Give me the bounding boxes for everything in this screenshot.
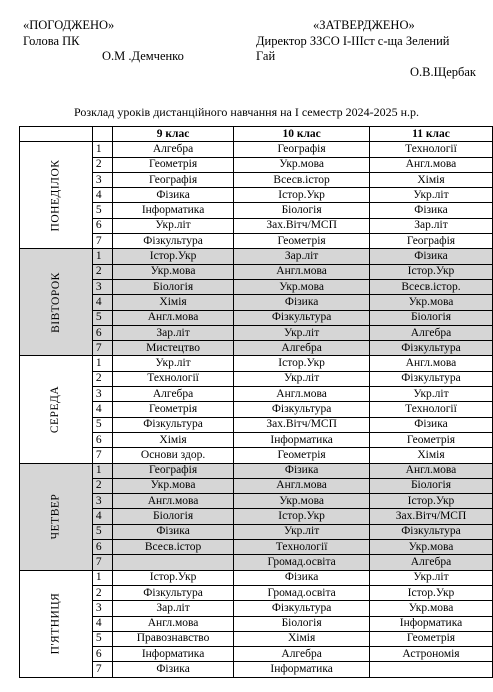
class-10-subject: Істор.Укр	[234, 509, 370, 524]
lesson-number: 4	[92, 295, 112, 310]
lesson-number: 7	[92, 234, 112, 249]
lesson-number: 1	[92, 249, 112, 264]
class-11-subject: Фізкультура	[369, 371, 492, 386]
pk-head-name: О.М .Демченко	[102, 49, 184, 63]
class-11-subject: Англ.мова	[369, 157, 492, 172]
pk-head-label: Голова ПК	[23, 34, 80, 48]
lesson-number: 2	[92, 371, 112, 386]
class-10-subject: Всесв.істор	[234, 172, 370, 187]
table-row	[20, 570, 493, 585]
class-9-subject: Фізкультура	[112, 417, 233, 432]
lesson-number: 2	[92, 478, 112, 493]
village-label: Гай	[256, 49, 276, 63]
class-10-subject: Укр.мова	[234, 494, 370, 509]
class-10-subject: Фізкультура	[234, 601, 370, 616]
class-11-subject: Хімія	[369, 172, 492, 187]
corner-cell	[20, 127, 93, 142]
class-9-subject: Англ.мова	[112, 616, 233, 631]
class-9-subject: Всесв.істор	[112, 540, 233, 555]
class-11-subject: Англ.мова	[369, 463, 492, 478]
class-10-subject: Англ.мова	[234, 264, 370, 279]
day-label: ЧЕТВЕР	[49, 493, 62, 540]
class-11-subject: Укр.літ	[369, 188, 492, 203]
class-9-subject	[112, 555, 233, 570]
column-header-11: 11 клас	[369, 127, 492, 142]
class-9-subject: Основи здор.	[112, 448, 233, 463]
page-title: Розклад уроків дистанційного навчання на І семестр 2024-2025 н.р.	[74, 105, 419, 119]
schedule-table	[19, 126, 493, 678]
lesson-number: 7	[92, 341, 112, 356]
column-header-9: 9 клас	[112, 127, 233, 142]
class-10-subject: Громад.освіта	[234, 585, 370, 600]
class-9-subject: Геометрія	[112, 402, 233, 417]
class-10-subject: Укр.літ	[234, 371, 370, 386]
class-11-subject: Астрономія	[369, 647, 492, 662]
class-9-subject: Біологія	[112, 509, 233, 524]
class-9-subject: Алгебра	[112, 387, 233, 402]
class-11-subject: Інформатика	[369, 616, 492, 631]
lesson-number: 5	[92, 310, 112, 325]
day-label: СЕРЕДА	[49, 385, 62, 434]
class-10-subject: Технології	[234, 540, 370, 555]
class-11-subject: Біологія	[369, 310, 492, 325]
agreed-label: «ПОГОДЖЕНО»	[23, 18, 115, 32]
lesson-number: 1	[92, 570, 112, 585]
lesson-number: 6	[92, 325, 112, 340]
class-10-subject: Істор.Укр	[234, 356, 370, 371]
lesson-number: 2	[92, 157, 112, 172]
lesson-number: 2	[92, 264, 112, 279]
class-11-subject: Технології	[369, 142, 492, 157]
class-11-subject: Укр.літ	[369, 387, 492, 402]
lesson-number: 1	[92, 356, 112, 371]
class-10-subject: Геометрія	[234, 234, 370, 249]
lesson-number: 5	[92, 203, 112, 218]
class-10-subject: Хімія	[234, 631, 370, 646]
class-9-subject: Фізкультура	[112, 585, 233, 600]
class-10-subject: Інформатика	[234, 662, 370, 677]
class-9-subject: Англ.мова	[112, 494, 233, 509]
class-11-subject: Фізкультура	[369, 341, 492, 356]
class-10-subject: Алгебра	[234, 647, 370, 662]
class-9-subject: Технології	[112, 371, 233, 386]
lesson-number: 3	[92, 172, 112, 187]
lesson-number: 3	[92, 601, 112, 616]
class-10-subject: Укр.мова	[234, 157, 370, 172]
day-label: ПОНЕДІЛОК	[49, 159, 62, 232]
lesson-number: 3	[92, 494, 112, 509]
table-row	[20, 249, 493, 264]
lesson-number: 5	[92, 417, 112, 432]
class-9-subject: Укр.мова	[112, 264, 233, 279]
table-row	[20, 356, 493, 371]
class-10-subject: Фізика	[234, 463, 370, 478]
class-10-subject: Укр.літ	[234, 524, 370, 539]
class-9-subject: Фізика	[112, 662, 233, 677]
class-11-subject: Фізика	[369, 249, 492, 264]
class-10-subject: Фізкультура	[234, 402, 370, 417]
day-cell	[20, 570, 93, 677]
class-10-subject: Інформатика	[234, 432, 370, 447]
class-9-subject: Хімія	[112, 295, 233, 310]
class-11-subject: Алгебра	[369, 325, 492, 340]
class-10-subject: Зах.Вітч/МСП	[234, 218, 370, 233]
class-10-subject: Громад.освіта	[234, 555, 370, 570]
class-9-subject: Інформатика	[112, 203, 233, 218]
class-10-subject: Істор.Укр	[234, 188, 370, 203]
lesson-number: 4	[92, 402, 112, 417]
lesson-number: 7	[92, 555, 112, 570]
lesson-number: 2	[92, 585, 112, 600]
day-label: ВІВТОРОК	[49, 272, 62, 333]
class-11-subject: Хімія	[369, 448, 492, 463]
lesson-number: 6	[92, 647, 112, 662]
class-10-subject: Фізика	[234, 295, 370, 310]
lesson-number: 3	[92, 279, 112, 294]
class-9-subject: Істор.Укр	[112, 249, 233, 264]
lesson-number: 4	[92, 616, 112, 631]
class-9-subject: Фізика	[112, 524, 233, 539]
class-10-subject: Геометрія	[234, 448, 370, 463]
director-label: Директор ЗЗСО І-ІІІст с-ща Зелений	[256, 34, 450, 48]
class-11-subject: Геометрія	[369, 432, 492, 447]
class-10-subject: Зар.літ	[234, 249, 370, 264]
class-11-subject: Географія	[369, 234, 492, 249]
lesson-number: 3	[92, 387, 112, 402]
class-9-subject: Мистецтво	[112, 341, 233, 356]
class-11-subject: Алгебра	[369, 555, 492, 570]
lesson-number: 6	[92, 432, 112, 447]
lesson-number: 1	[92, 463, 112, 478]
director-name: О.В.Щербак	[410, 65, 477, 79]
lesson-number: 7	[92, 448, 112, 463]
class-10-subject: Біологія	[234, 203, 370, 218]
lesson-number: 7	[92, 662, 112, 677]
class-10-subject: Фізкультура	[234, 310, 370, 325]
class-9-subject: Алгебра	[112, 142, 233, 157]
class-10-subject: Географія	[234, 142, 370, 157]
class-11-subject: Зар.літ	[369, 218, 492, 233]
class-9-subject: Географія	[112, 172, 233, 187]
class-10-subject: Зах.Вітч/МСП	[234, 417, 370, 432]
table-row	[20, 463, 493, 478]
class-11-subject: Фізика	[369, 417, 492, 432]
class-9-subject: Геометрія	[112, 157, 233, 172]
class-10-subject: Укр.мова	[234, 279, 370, 294]
day-cell	[20, 142, 93, 249]
class-9-subject: Зар.літ	[112, 325, 233, 340]
class-9-subject: Географія	[112, 463, 233, 478]
class-10-subject: Алгебра	[234, 341, 370, 356]
class-11-subject	[369, 662, 492, 677]
column-header-10: 10 клас	[234, 127, 370, 142]
class-9-subject: Зар.літ	[112, 601, 233, 616]
class-10-subject: Англ.мова	[234, 478, 370, 493]
class-9-subject: Укр.літ	[112, 218, 233, 233]
lesson-number: 4	[92, 188, 112, 203]
class-11-subject: Істор.Укр	[369, 264, 492, 279]
class-9-subject: Фізика	[112, 188, 233, 203]
class-11-subject: Фізика	[369, 203, 492, 218]
class-11-subject: Укр.мова	[369, 295, 492, 310]
class-10-subject: Фізика	[234, 570, 370, 585]
class-11-subject: Біологія	[369, 478, 492, 493]
class-9-subject: Укр.мова	[112, 478, 233, 493]
class-9-subject: Інформатика	[112, 647, 233, 662]
class-11-subject: Всесв.істор.	[369, 279, 492, 294]
lesson-number: 1	[92, 142, 112, 157]
lesson-number: 4	[92, 509, 112, 524]
day-cell	[20, 356, 93, 463]
class-11-subject: Укр.мова	[369, 601, 492, 616]
class-9-subject: Істор.Укр	[112, 570, 233, 585]
approved-label: «ЗАТВЕРДЖЕНО»	[313, 18, 415, 32]
lesson-number: 6	[92, 540, 112, 555]
day-label: П'ЯТНИЦЯ	[49, 592, 62, 655]
class-9-subject: Укр.літ	[112, 356, 233, 371]
class-11-subject: Зах.Вітч/МСП	[369, 509, 492, 524]
class-11-subject: Істор.Укр	[369, 494, 492, 509]
lesson-number: 6	[92, 218, 112, 233]
class-11-subject: Технології	[369, 402, 492, 417]
class-10-subject: Англ.мова	[234, 387, 370, 402]
table-header-row	[20, 127, 493, 142]
day-cell	[20, 249, 93, 356]
lesson-number: 5	[92, 631, 112, 646]
class-10-subject: Укр.літ	[234, 325, 370, 340]
class-9-subject: Фізкультура	[112, 234, 233, 249]
class-10-subject: Біологія	[234, 616, 370, 631]
class-9-subject: Хімія	[112, 432, 233, 447]
class-9-subject: Біологія	[112, 279, 233, 294]
class-11-subject: Фізкультура	[369, 524, 492, 539]
class-11-subject: Укр.мова	[369, 540, 492, 555]
class-9-subject: Англ.мова	[112, 310, 233, 325]
class-11-subject: Істор.Укр	[369, 585, 492, 600]
class-9-subject: Правознавство	[112, 631, 233, 646]
number-header-cell	[92, 127, 112, 142]
class-11-subject: Англ.мова	[369, 356, 492, 371]
lesson-number: 5	[92, 524, 112, 539]
day-cell	[20, 463, 93, 570]
table-row	[20, 142, 493, 157]
class-11-subject: Укр.літ	[369, 570, 492, 585]
class-11-subject: Геометрія	[369, 631, 492, 646]
